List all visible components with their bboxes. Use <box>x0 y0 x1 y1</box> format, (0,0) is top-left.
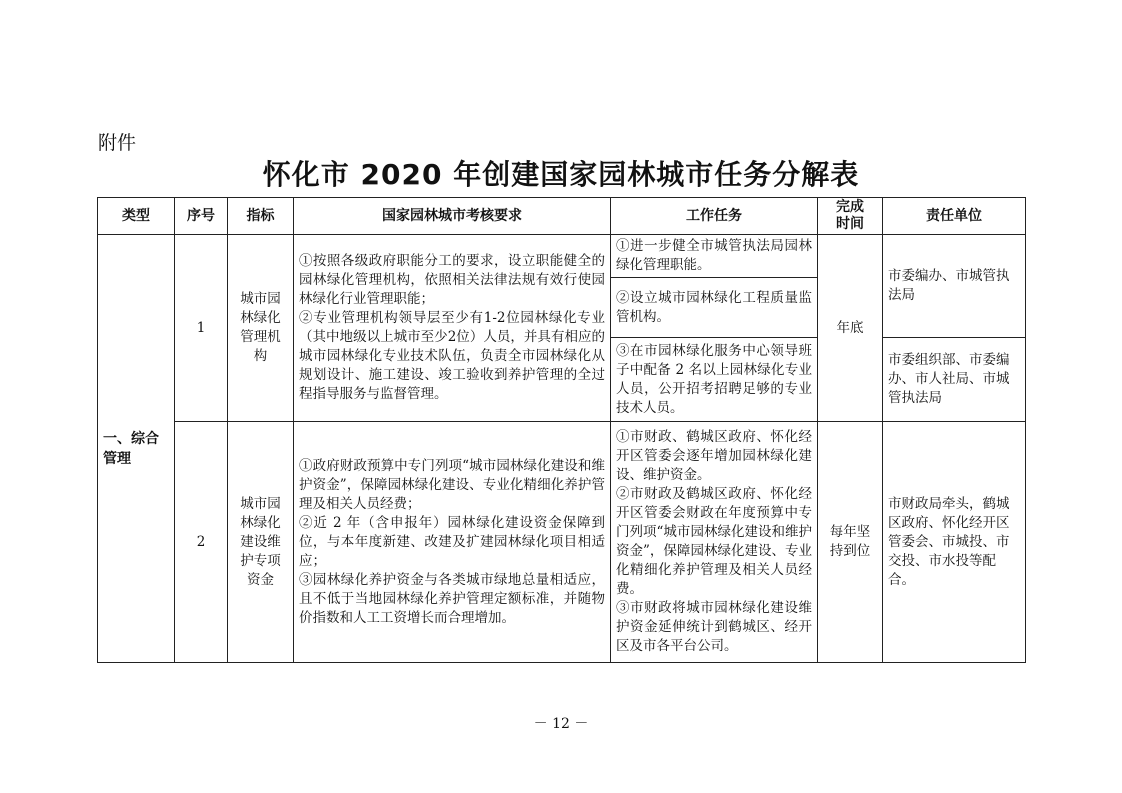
responsible-cell: 市委组织部、市委编办、市人社局、市城管执法局 <box>883 338 1026 422</box>
header-task: 工作任务 <box>611 198 818 235</box>
task-cell: ①进一步健全市城管执法局园林绿化管理职能。 <box>611 235 818 278</box>
category-cell: 一、综合管理 <box>98 235 175 663</box>
requirement-item: ①按照各级政府职能分工的要求，设立职能健全的园林绿化管理机构，依照相关法律法规有效行使园林绿化行业管理职能； <box>299 253 605 308</box>
page-number: － 12 － <box>533 716 589 732</box>
indicator-cell: 城市园林绿化建设维护专项资金 <box>228 422 294 663</box>
indicator-cell: 城市园林绿化管理机构 <box>228 235 294 422</box>
seq-cell: 1 <box>175 235 228 422</box>
header-indicator: 指标 <box>228 198 294 235</box>
requirement-cell <box>294 235 611 422</box>
task-item: ③市财政将城市园林绿化建设维护资金延伸统计到鹤城区、经开区及市各平台公司。 <box>616 600 812 655</box>
requirement-item: ②专业管理机构领导层至少有1-2位园林绿化专业（其中地级以上城市至少2位）人员，并具有相应的城市园林绿化专业技术队伍，负责全市园林绿化从规划设计、施工建设、竣工验收到养护管理的全过程指导服务与监督管理。 <box>299 310 605 403</box>
requirement-item: ②近 2 年（含申报年）园林绿化建设资金保障到位，与本年度新建、改建及扩建园林绿化项目相适应； <box>299 514 605 569</box>
requirement-item: ①政府财政预算中专门列项“城市园林绿化建设和维护资金”，保障园林绿化建设、专业化精细化养护管理及相关人员经费； <box>299 457 605 512</box>
responsible-cell: 市委编办、市城管执法局 <box>883 235 1026 338</box>
table-row <box>98 235 1026 278</box>
task-cell: ③在市园林绿化服务中心领导班子中配备 2 名以上园林绿化专业人员，公开招考招聘足够的专业技术人员。 <box>611 338 818 422</box>
header-requirement: 国家园林城市考核要求 <box>294 198 611 235</box>
task-item: ②市财政及鹤城区政府、怀化经开区管委会财政在年度预算中专门列项“城市园林绿化建设和维护资金”，保障园林绿化建设、专业化精细化养护管理及相关人员经费。 <box>616 486 812 598</box>
task-cell <box>611 422 818 663</box>
header-type: 类型 <box>98 198 175 235</box>
table-header-row <box>98 198 1026 235</box>
responsible-cell: 市财政局牵头，鹤城区政府、怀化经开区管委会、市城投、市交投、市水投等配合。 <box>883 422 1026 663</box>
task-item: ①市财政、鹤城区政府、怀化经开区管委会逐年增加园林绿化建设、维护资金。 <box>616 429 812 484</box>
table-row <box>98 422 1026 663</box>
requirement-cell <box>294 422 611 663</box>
document-title: 怀化市 2020 年创建国家园林城市任务分解表 <box>262 158 860 191</box>
header-seq: 序号 <box>175 198 228 235</box>
attachment-label: 附件 <box>98 132 137 154</box>
deadline-cell: 每年坚持到位 <box>818 422 883 663</box>
seq-cell: 2 <box>175 422 228 663</box>
task-cell: ②设立城市园林绿化工程质量监管机构。 <box>611 278 818 338</box>
header-deadline: 完成时间 <box>818 198 883 235</box>
deadline-cell: 年底 <box>818 235 883 422</box>
requirement-item: ③园林绿化养护资金与各类城市绿地总量相适应，且不低于当地园林绿化养护管理定额标准，并随物价指数和人工工资增长而合理增加。 <box>299 571 605 626</box>
task-table <box>97 197 1026 663</box>
header-responsible: 责任单位 <box>883 198 1026 235</box>
